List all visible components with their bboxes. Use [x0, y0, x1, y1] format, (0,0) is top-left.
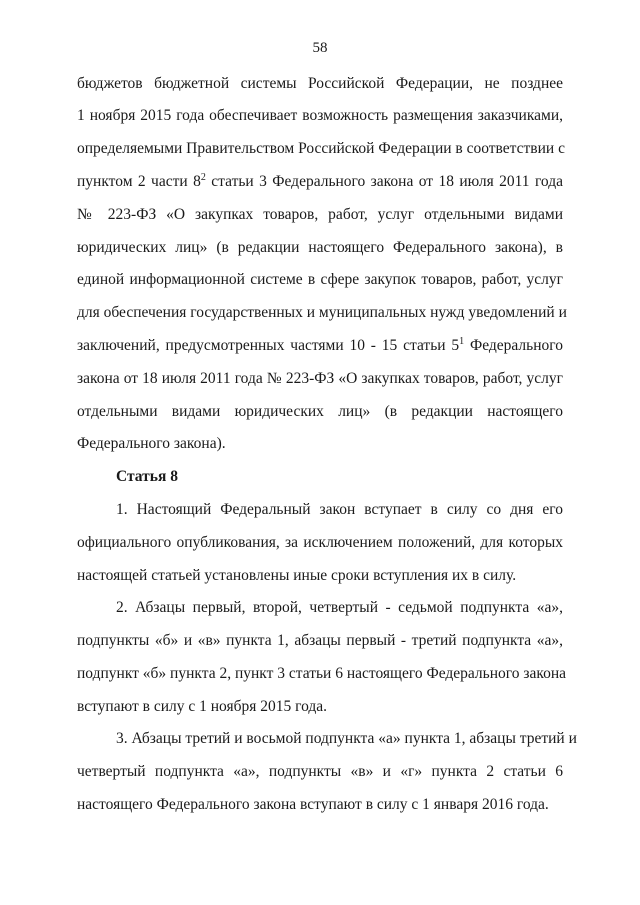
text-line	[77, 172, 563, 192]
text-fragment: заключений, предусмотренных частями 10 - 15 статьи 5	[77, 337, 460, 354]
article-heading: Статья 8	[116, 468, 178, 485]
text-line: официального опубликования, за исключением положений, для которых	[77, 534, 563, 551]
text-line: настоящей статьей установлены иные сроки вступления их в силу.	[77, 567, 517, 584]
text-line: четвертый подпункта «а», подпункты «в» и «г» пункта 2 статьи 6	[77, 763, 563, 780]
text-line	[77, 336, 563, 356]
text-line: юридических лиц» (в редакции настоящего Федерального закона), в	[77, 239, 563, 256]
page-number: 58	[312, 40, 328, 56]
text-line: № 223-ФЗ «О закупках товаров, работ, услуг отдельными видами	[77, 206, 563, 223]
text-fragment: пунктом 2 части 8	[77, 173, 201, 190]
text-line: настоящего Федерального закона вступают в силу с 1 января 2016 года.	[77, 796, 549, 813]
text-line: 3. Абзацы третий и восьмой подпункта «а» пункта 1, абзацы третий и	[116, 730, 577, 747]
text-line: бюджетов бюджетной системы Российской Федерации, не позднее	[77, 75, 563, 92]
text-line: вступают в силу с 1 ноября 2015 года.	[77, 698, 328, 715]
text-line: подпункты «б» и «в» пункта 1, абзацы первый - третий подпункта «а»,	[77, 632, 563, 649]
text-line: определяемыми Правительством Российской Федерации в соответствии с	[77, 140, 565, 157]
text-fragment: Федерального	[464, 337, 563, 354]
text-line: для обеспечения государственных и муниципальных нужд уведомлений и	[77, 304, 567, 321]
text-line: 1 ноября 2015 года обеспечивает возможность размещения заказчиками,	[77, 107, 563, 124]
text-line: подпункт «б» пункта 2, пункт 3 статьи 6 настоящего Федерального закона	[77, 665, 567, 682]
superscript: 2	[200, 171, 206, 183]
text-line: отдельными видами юридических лиц» (в редакции настоящего	[77, 403, 563, 420]
text-line: 2. Абзацы первый, второй, четвертый - седьмой подпункта «а»,	[116, 599, 563, 616]
text-line: 1. Настоящий Федеральный закон вступает в силу со дня его	[116, 501, 563, 518]
superscript: 1	[459, 335, 465, 347]
text-fragment: статьи 3 Федерального закона от 18 июля 2011 года	[205, 173, 564, 190]
text-line: закона от 18 июля 2011 года № 223-ФЗ «О закупках товаров, работ, услуг	[77, 370, 563, 387]
text-line: Федерального закона).	[77, 435, 226, 452]
text-line: единой информационной системе в сфере закупок товаров, работ, услуг	[77, 271, 563, 288]
